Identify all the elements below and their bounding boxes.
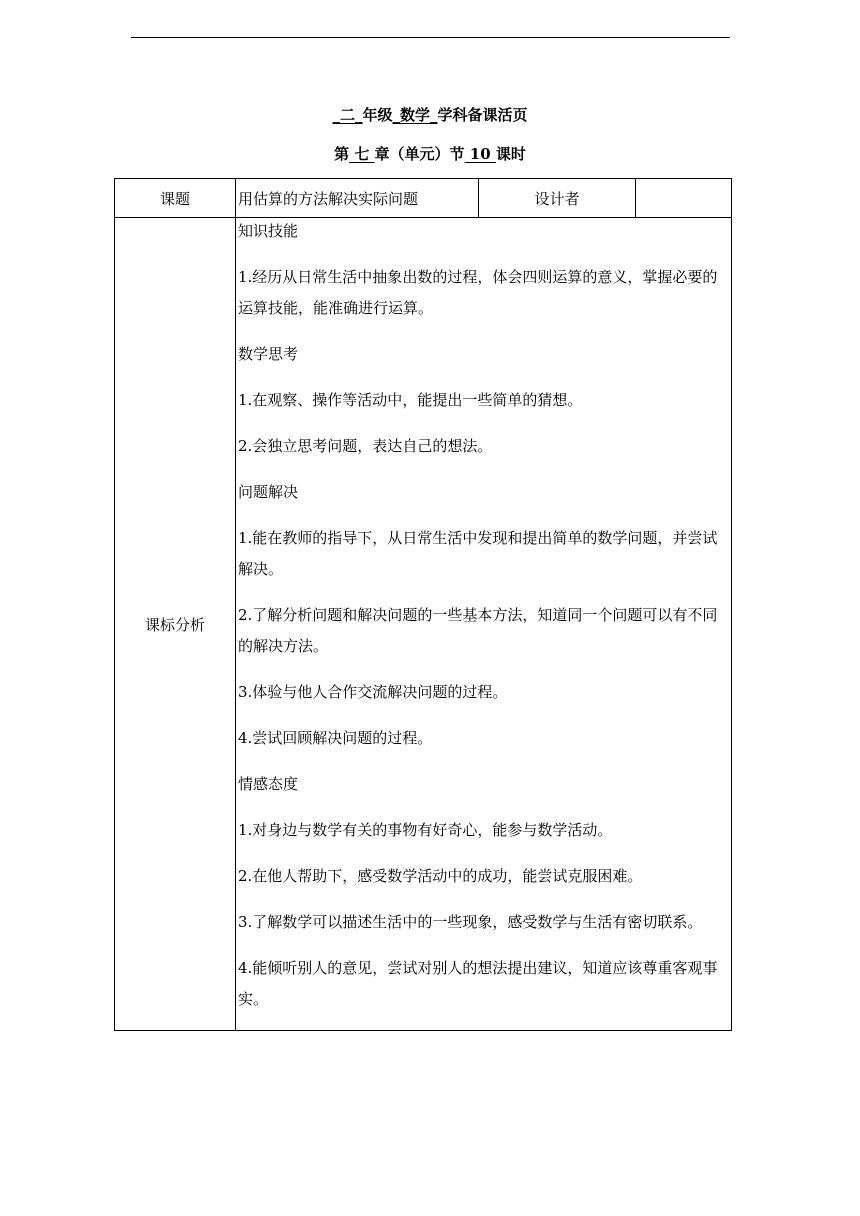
designer-value <box>636 179 732 218</box>
title-blank-1: _ <box>332 106 340 124</box>
topic-value: 用估算的方法解决实际问题 <box>236 179 479 218</box>
list-item: 3.体验与他人合作交流解决问题的过程。 <box>238 683 508 701</box>
list-item: 4.能倾听别人的意见，尝试对别人的想法提出建议，知道应该尊重客观事实。 <box>238 959 718 1008</box>
section-heading: 知识技能 <box>238 222 299 240</box>
list-item: 1.经历从日常生活中抽象出数的过程，体会四则运算的意义，掌握必要的运算技能，能准确进行运算。 <box>238 268 718 317</box>
section-heading: 情感态度 <box>238 775 299 793</box>
list-item: 2.了解分析问题和解决问题的一些基本方法，知道同一个问题可以有不同的解决方法。 <box>238 606 718 655</box>
chapter-mid: 章（单元）节 <box>374 145 465 163</box>
chapter-prefix: 第 <box>334 145 350 163</box>
title-grade: 二 <box>339 106 355 124</box>
curriculum-analysis-content <box>236 218 732 1031</box>
curriculum-row <box>115 218 732 1031</box>
lesson-suffix: 课时 <box>495 145 526 163</box>
list-item: 1.在观察、操作等活动中，能提出一些简单的猜想。 <box>238 391 583 409</box>
content-bottom-padding <box>238 1015 721 1030</box>
header-rule <box>131 37 730 38</box>
topic-label: 课题 <box>115 179 236 218</box>
list-item: 2.在他人帮助下，感受数学活动中的成功，能尝试克服困难。 <box>238 867 643 885</box>
list-item: 2.会独立思考问题，表达自己的想法。 <box>238 437 493 455</box>
title-blank-2: _ <box>392 106 400 124</box>
section-heading: 问题解决 <box>238 483 299 501</box>
lesson-number: 10 <box>464 145 496 163</box>
list-item: 1.对身边与数学有关的事物有好奇心，能参与数学活动。 <box>238 821 613 839</box>
section-heading: 数学思考 <box>238 345 299 363</box>
list-item: 4.尝试回顾解决问题的过程。 <box>238 729 433 747</box>
title-grade-suffix: 年级 <box>362 106 393 124</box>
lesson-plan-table <box>114 178 732 1031</box>
list-item: 3.了解数学可以描述生活中的一些现象，感受数学与生活有密切联系。 <box>238 913 703 931</box>
chapter-number: 七 <box>349 145 375 163</box>
title-suffix: 学科备课活页 <box>437 106 528 124</box>
chapter-line <box>0 144 860 164</box>
list-item: 1.能在教师的指导下，从日常生活中发现和提出简单的数学问题，并尝试解决。 <box>238 529 718 578</box>
title-blank-3: _ <box>430 106 438 124</box>
curriculum-analysis-label: 课标分析 <box>115 218 236 1031</box>
title-blank-1b: _ <box>354 106 363 124</box>
topic-row <box>115 179 732 218</box>
designer-label: 设计者 <box>479 179 636 218</box>
page-title <box>0 105 860 125</box>
title-subject: 数学 <box>400 106 431 124</box>
